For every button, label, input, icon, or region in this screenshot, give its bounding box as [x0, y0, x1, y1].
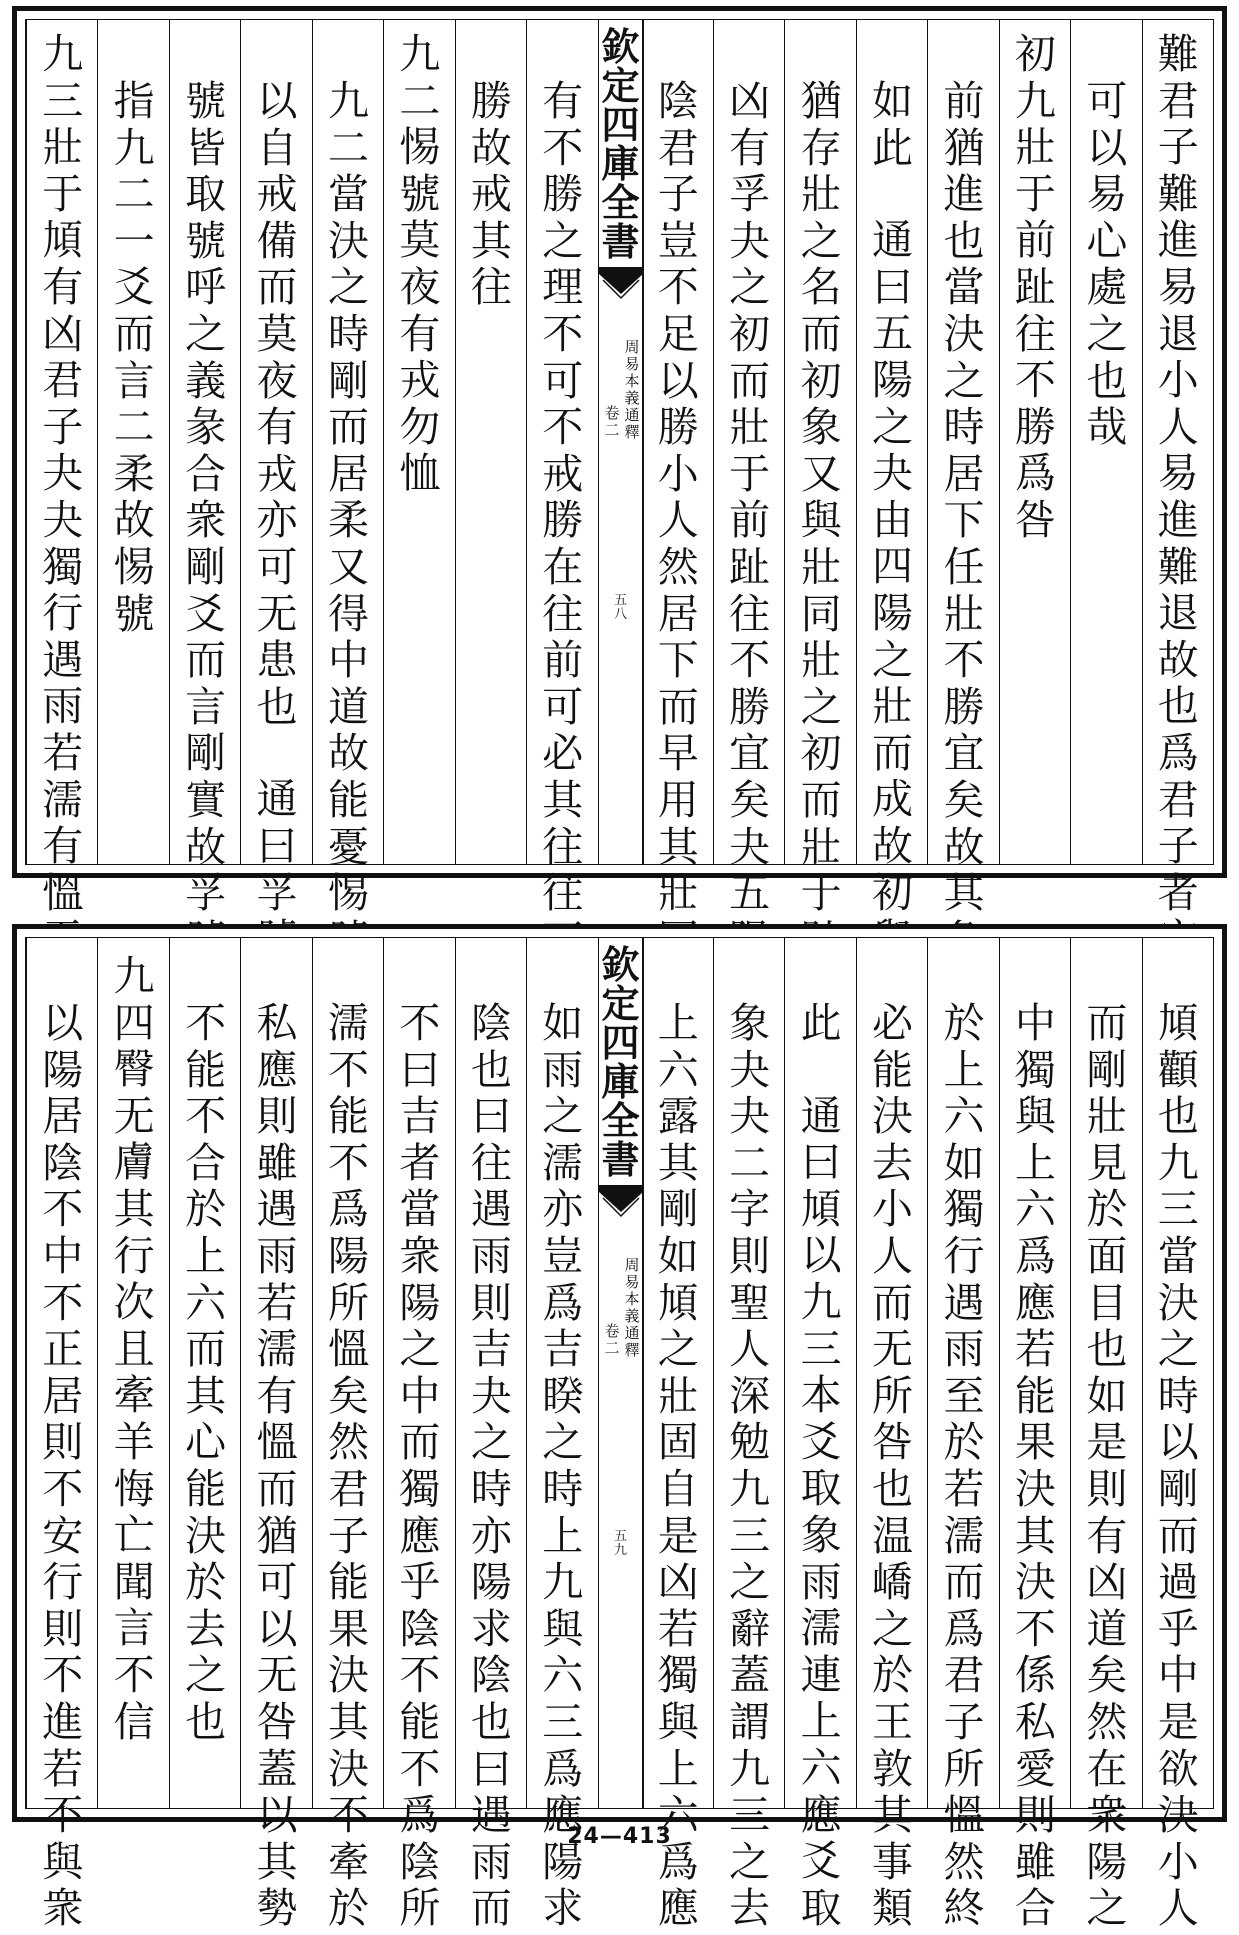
text-column [927, 20, 999, 918]
column-text: 必 能 決 去 小 人 而 无 所 咎 也 温 嶠 之 於 王 敦 其 事 類 [872, 999, 914, 1933]
text-column [526, 20, 598, 918]
text-column [784, 20, 856, 918]
text-column [26, 20, 98, 917]
column-text: 以 陽 居 陰 不 中 不 正 居 則 不 安 行 則 不 進 若 不 與 衆 [42, 999, 84, 1933]
column-text: 如 此 通 曰 五 陽 之 夬 由 四 陽 之 壯 而 成 故 初 [872, 77, 914, 917]
folio-number: 五 八 [613, 592, 627, 622]
text-column [1142, 20, 1214, 917]
text-column [455, 20, 527, 864]
column-text: 號 皆 取 號 呼 之 義 彖 合 衆 剛 爻 而 言 剛 實 故 孚 [185, 77, 227, 918]
text-column [642, 938, 714, 1933]
column-text: 於 上 六 如 獨 行 遇 雨 至 於 若 濡 而 爲 君 子 所 慍 然 終 [943, 999, 985, 1933]
text-column [784, 938, 856, 1932]
text-column [927, 938, 999, 1933]
center-title: 欽 定 四 庫 全 書 [599, 20, 643, 268]
text-column [312, 20, 384, 918]
page-number: 24—413 [567, 1824, 672, 1849]
column-text: 私 應 則 雖 遇 雨 若 濡 有 慍 而 猶 可 以 无 咎 蓋 以 其 勢 [256, 999, 298, 1933]
text-column [97, 938, 169, 1808]
column-text: 此 通 曰 頄 以 九 三 本 爻 取 象 雨 濡 連 上 六 應 爻 取 [800, 999, 842, 1932]
text-column [312, 938, 384, 1933]
column-text: 頄 顴 也 九 三 當 決 之 時 以 剛 而 過 乎 中 是 欲 決 小 人 [1157, 999, 1199, 1933]
center-title: 欽 定 四 庫 全 書 [599, 938, 643, 1186]
text-column [26, 938, 98, 1933]
text-column [97, 20, 169, 864]
text-column [1070, 20, 1142, 864]
text-column [713, 938, 785, 1933]
column-text: 猶 存 壯 之 名 而 初 象 又 與 壯 同 壯 之 初 而 壯 于 [800, 77, 842, 918]
column-text: 九 二 惕 號 莫 夜 有 戎 勿 恤 [399, 30, 441, 498]
text-column [1070, 938, 1142, 1933]
text-column [240, 938, 312, 1933]
fishtail-mark-icon [599, 1186, 643, 1220]
column-text: 陰 君 子 豈 不 足 以 勝 小 人 然 居 下 而 早 用 其 壯 [657, 77, 699, 918]
book-title: 周 易 本 義 通 釋 [624, 338, 640, 441]
column-text: 如 雨 之 濡 亦 豈 爲 吉 睽 之 時 上 九 與 六 三 爲 應 陽 求 [542, 999, 584, 1933]
text-column [240, 20, 312, 917]
text-column [999, 938, 1071, 1933]
text-column [1142, 938, 1214, 1933]
column-text: 不 能 不 合 於 上 六 而 其 心 能 決 於 去 之 也 [185, 999, 227, 1746]
book-title: 周 易 本 義 通 釋 [624, 1256, 640, 1359]
text-column [455, 938, 527, 1933]
center-margin [598, 938, 644, 1808]
text-column [383, 938, 455, 1933]
column-text: 勝 故 戒 其 往 [470, 77, 512, 312]
column-text: 前 猶 進 也 當 決 之 時 居 下 任 壯 不 勝 宜 矣 故 其 [943, 77, 985, 918]
volume-label: 卷 二 [604, 1322, 620, 1357]
text-column [383, 20, 455, 864]
column-text: 而 剛 壯 見 於 面 目 也 如 是 則 有 凶 道 矣 然 在 衆 陽 之 [1086, 999, 1128, 1933]
column-text: 陰 也 曰 往 遇 雨 則 吉 夬 之 時 亦 陽 求 陰 也 曰 遇 雨 而 [470, 999, 512, 1933]
column-text: 濡 不 能 不 爲 陽 所 慍 矣 然 君 子 能 果 決 其 決 不 牽 於 [327, 999, 369, 1933]
page-frame [25, 19, 1214, 918]
column-text: 凶 有 孚 夬 之 初 而 壯 于 前 趾 往 不 勝 宜 矣 夬 五 [729, 77, 771, 918]
column-text: 上 六 露 其 剛 如 頄 之 壯 固 自 是 凶 若 獨 與 上 六 爲 應 [657, 999, 699, 1933]
folio-number: 五 九 [613, 1528, 627, 1558]
column-text: 九 四 臀 无 膚 其 行 次 且 牽 羊 悔 亡 聞 言 不 信 [113, 952, 155, 1746]
text-column [526, 938, 598, 1933]
volume-label: 卷 二 [604, 404, 620, 439]
column-text: 有 不 勝 之 理 不 可 不 戒 勝 在 往 前 可 必 其 往 往 [542, 77, 584, 918]
text-column [856, 20, 928, 917]
column-text: 可 以 易 心 處 之 也 哉 [1086, 77, 1128, 452]
text-column [169, 938, 241, 1808]
column-text: 象 夬 夬 二 字 則 聖 人 深 勉 九 三 之 辭 蓋 謂 九 三 之 去 [729, 999, 771, 1933]
text-column [169, 20, 241, 918]
page-top [12, 6, 1227, 918]
column-text: 難 君 子 難 進 易 退 小 人 易 進 難 退 故 也 爲 君 子 者 [1157, 30, 1199, 917]
column-text: 九 二 當 決 之 時 剛 而 居 柔 又 得 中 道 故 能 憂 惕 [327, 77, 369, 918]
column-text: 九 三 壯 于 頄 有 凶 君 子 夬 夬 獨 行 遇 雨 若 濡 有 慍 [42, 30, 84, 917]
column-text: 中 獨 與 上 六 爲 應 若 能 果 決 其 決 不 係 私 愛 則 雖 合 [1014, 999, 1056, 1933]
text-column [999, 20, 1071, 864]
text-column [713, 20, 785, 918]
text-column [856, 938, 928, 1933]
column-text: 以 自 戒 備 而 莫 夜 有 戎 亦 可 无 患 也 通 曰 孚 [256, 77, 298, 917]
text-column [642, 20, 714, 918]
fishtail-mark-icon [599, 268, 643, 302]
column-text: 初 九 壯 于 前 趾 往 不 勝 爲 咎 [1014, 30, 1056, 544]
column-text: 指 九 二 一 爻 而 言 二 柔 故 惕 號 [113, 77, 155, 638]
column-text: 不 曰 吉 者 當 衆 陽 之 中 而 獨 應 乎 陰 不 能 不 爲 陰 所 [399, 999, 441, 1933]
center-margin [598, 20, 644, 864]
